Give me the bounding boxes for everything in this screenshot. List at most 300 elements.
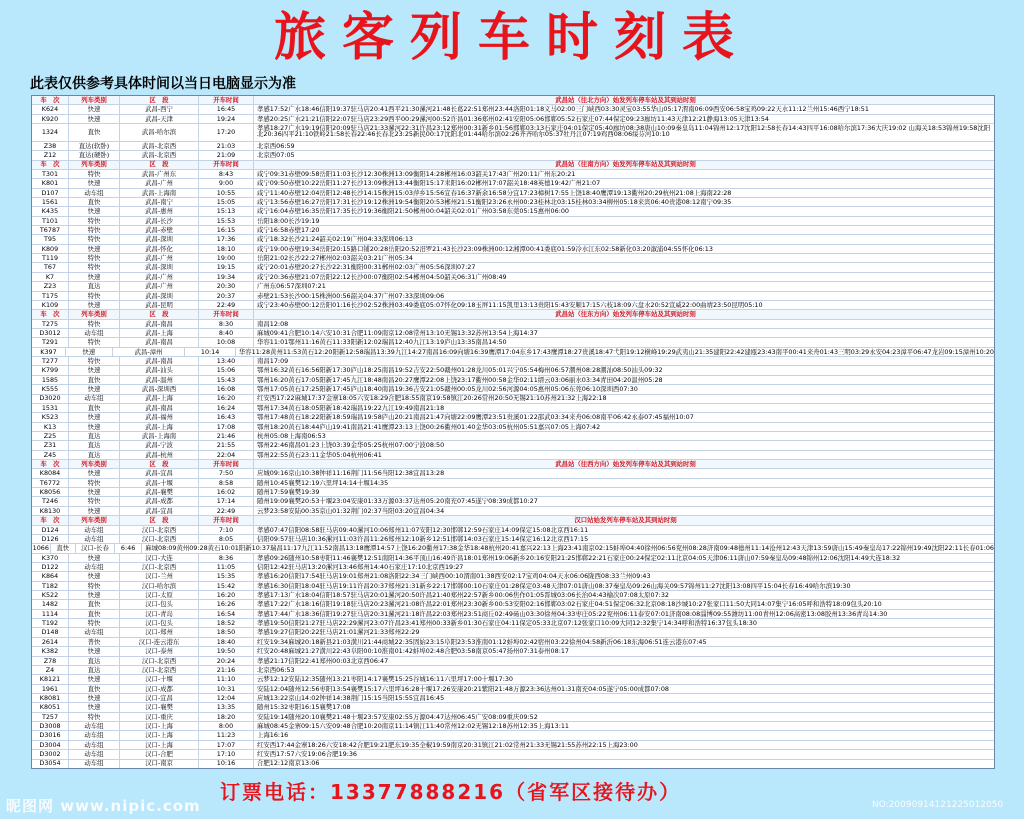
departure-time: 17:20 bbox=[199, 124, 254, 141]
departure-time: 17:36 bbox=[199, 235, 254, 243]
departure-time: 19:34 bbox=[199, 273, 254, 281]
train-class: 快速 bbox=[69, 207, 120, 215]
stop-schedule: 鄂州16:20黄石17:05阳新17:45九江18:48南昌20:27鹰潭22:08上饶23:17衢州00:58金华02:11缙云03:06丽水03:34青田04:20温州05:28 bbox=[257, 375, 663, 384]
train-class: 动车组 bbox=[69, 189, 120, 197]
train-class: 直达 bbox=[69, 666, 120, 674]
stop-schedule: 麻城09:41合肥10:14六安10:31合肥11:09南京12:08常州13:10无锡13:32苏州13:54上海14:37 bbox=[257, 328, 538, 337]
train-row bbox=[32, 535, 994, 544]
train-section: 汉口-郑州 bbox=[120, 628, 199, 636]
train-number: K8081 bbox=[32, 694, 69, 702]
train-class: 特快 bbox=[69, 357, 120, 365]
train-section: 汉口-北京西 bbox=[120, 535, 199, 543]
departure-time: 22:49 bbox=[199, 301, 254, 309]
train-class: 快速 bbox=[69, 179, 120, 187]
section-header-row bbox=[32, 516, 994, 525]
departure-time: 20:30 bbox=[199, 282, 254, 290]
stop-schedule: 咸宁16:04赤壁16:35岳阳17:35长沙19:36衡阳21:50郴州00:04韶关02:01广州03:58东莞05:15惠州06:00 bbox=[257, 207, 569, 216]
train-section: 汉口-上海 bbox=[120, 722, 199, 730]
stop-schedule: 咸宁16:58赤壁17:20 bbox=[257, 226, 320, 234]
train-class: 快速 bbox=[69, 647, 120, 655]
stop-schedule: 云梦12:12安陆12:35随州13:21枣阳14:17襄樊15:25谷城16:11六里坪17:00十堰17:30 bbox=[257, 675, 513, 684]
train-class: 直达(软卧) bbox=[69, 142, 120, 150]
stop-schedule: 咸宁11:40赤壁12:04岳阳12:48长沙14:15株洲15:03萍乡15:56宜春16:37新余16:58分宜17:23樟树17:55上饶18:40鹰潭19:13衢州20:29杭州21:08上海南22:28 bbox=[257, 188, 732, 197]
col-header-section: 区 段 bbox=[120, 161, 199, 169]
train-class: 动车组 bbox=[69, 563, 120, 571]
train-number: Z4 bbox=[32, 666, 69, 674]
train-section: 武昌-上海 bbox=[120, 423, 199, 431]
train-class: 动车组 bbox=[69, 628, 120, 636]
train-row bbox=[32, 563, 994, 572]
train-section: 武昌-怀化 bbox=[120, 245, 199, 253]
departure-time: 8:30 bbox=[199, 320, 254, 328]
train-row bbox=[32, 741, 994, 750]
train-row bbox=[32, 657, 994, 666]
train-row bbox=[32, 469, 994, 478]
col-header-section: 区 段 bbox=[120, 516, 199, 524]
stop-schedule: 红安西17:22麻城17:37金寨18:05六安18:29合肥18:55南京19:58镇江20:26常州20:50无锡21:10苏州21:32上海22:18 bbox=[257, 394, 607, 403]
train-section: 武昌-南昌 bbox=[120, 338, 199, 346]
departure-time: 11:10 bbox=[199, 675, 254, 683]
stop-schedule: 孝感18:27广水19:19信阳20:09驻马店21:33漯河22:31许昌23:12郑州00:31新乡01:56邯郸03:13石家庄04:01保定05:40廊坊08:38唐山10:09秦皇岛11:04锦州12:17沈阳12:58长春14:43四平16:08哈尔滨17:36大庆19:02 山海关18:53锦州19:58沈阳北20:36四平21:10铁岭21:58长春22:46长春北23:25新民00:17沈阳北01:44哈尔滨02:26齐齐哈尔05:37牡丹江07:19鸡西08:06绥芬河10:10 bbox=[257, 124, 991, 139]
stop-schedule: 随州15:32枣阳16:15襄樊17:08 bbox=[257, 703, 351, 712]
departure-time: 21:16 bbox=[199, 666, 254, 674]
departure-time: 18:20 bbox=[199, 713, 254, 721]
stop-schedule: 安陆19:14随州20:10襄樊21:48十堰23:57安康02:55万源04:47达州06:45广安08:09重庆09:52 bbox=[257, 712, 538, 721]
train-number: 1531 bbox=[32, 404, 69, 412]
stop-schedule: 北京西07:05 bbox=[257, 151, 295, 160]
train-row bbox=[32, 105, 994, 114]
col-header-train-class: 列车类别 bbox=[69, 161, 120, 169]
train-class: 动车组 bbox=[69, 526, 120, 534]
train-number: D122 bbox=[32, 563, 69, 571]
train-row bbox=[32, 263, 994, 272]
train-number: Z78 bbox=[32, 657, 69, 665]
col-header-train-class: 列车类别 bbox=[69, 310, 120, 318]
train-section: 汉口-上海 bbox=[120, 741, 199, 749]
train-number: K809 bbox=[32, 245, 69, 253]
train-section: 武昌-温州 bbox=[120, 376, 199, 384]
section-header-row bbox=[32, 96, 994, 105]
train-class: 动车组 bbox=[69, 750, 120, 758]
col-header-departure: 开车时间 bbox=[199, 516, 254, 524]
stop-schedule: 孝感17:13广水18:04信阳18:57驻马店20:01漯河20:50许昌21:40郑州22:57新乡00:06焦作01:05晋城03:06长治04:43榆次07:08太原07:32 bbox=[257, 591, 669, 600]
train-class: 快速 bbox=[69, 366, 120, 374]
col-header-train-class: 列车类别 bbox=[69, 516, 120, 524]
section-route-title: 武昌站（往南方向）始发列车停车站及其到站时刻 bbox=[555, 160, 696, 169]
train-class: 特快 bbox=[69, 170, 120, 178]
train-class: 直达 bbox=[69, 657, 120, 665]
train-section: 武昌-广州东 bbox=[120, 170, 199, 178]
departure-time: 10:08 bbox=[199, 338, 254, 346]
train-row bbox=[32, 441, 994, 450]
train-number: K8051 bbox=[32, 703, 69, 711]
train-section: 汉口-长春 bbox=[76, 544, 115, 552]
stop-schedule: 鄂州22:55黄石23:11金华05:04杭州06:41 bbox=[257, 450, 382, 459]
train-section: 汉口-合肥 bbox=[120, 750, 199, 758]
train-row bbox=[32, 301, 994, 310]
departure-time: 15:06 bbox=[199, 366, 254, 374]
train-number: T67 bbox=[32, 263, 69, 271]
stop-schedule: 信阳12:42驻马店13:20漯河13:46郑州14:40石家庄17:10北京西19:27 bbox=[257, 562, 464, 571]
train-section: 武昌-深圳 bbox=[120, 235, 199, 243]
train-row bbox=[32, 432, 994, 441]
stop-schedule: 麻城08:09黄州09:28黄石10:01阳新10:37瑞昌11:17九江11:52南昌13:18鹰潭14:57上饶16:20衢州17:38金华18:48杭州20:41嘉兴22:13上海23:41南京02:15蚌埠04:40徐州06:56兖州08:28济南09:48德州11:14沧州12:43天津13:59唐山15:49秦皇岛17:22锦州19:49沈阳22:11长春01:06 bbox=[145, 544, 994, 553]
train-section: 汉口-宜昌 bbox=[120, 694, 199, 702]
train-number: T175 bbox=[32, 292, 69, 300]
train-class: 特快 bbox=[69, 320, 120, 328]
train-class: 直达 bbox=[69, 451, 120, 459]
train-row bbox=[32, 703, 994, 712]
col-header-train-no: 车 次 bbox=[32, 161, 69, 169]
train-section: 汉口-南京 bbox=[120, 760, 199, 768]
stop-schedule: 孝感19:50信阳21:27驻马店22:29漯河23:07许昌23:41郑州00:33新乡01:30石家庄04:11保定05:33北京07:12张家口10:09大同12:32集宁14:34呼和浩特16:37包头18:30 bbox=[257, 619, 757, 628]
train-section: 武昌-北京西 bbox=[120, 151, 199, 159]
train-class: 动车组 bbox=[69, 329, 120, 337]
train-class: 特快 bbox=[69, 263, 120, 271]
stop-schedule: 咸宁19:00赤壁19:34岳阳20:15路口铺20:28岳阳20:52汨罗21:43长沙23:09株洲00:12湘潭00:41娄底01:59冷水江东02:58新化03:20溆浦04:55怀化06:13 bbox=[257, 244, 713, 253]
train-section: 武昌-昆明 bbox=[120, 301, 199, 309]
stop-schedule: 鄂州18:20黄石18:44庐山19:41南昌21:41鹰潭23:13上饶00:26衢州01:40金华03:05杭州05:51嘉兴07:05上海07:42 bbox=[257, 422, 601, 431]
train-row bbox=[32, 376, 994, 385]
departure-time: 18:50 bbox=[199, 628, 254, 636]
col-header-train-no: 车 次 bbox=[32, 516, 69, 524]
train-number: D3020 bbox=[32, 395, 69, 403]
stop-schedule: 麻城08:45金寨09:15六安09:48合肥10:20南京11:14镇江11:40常州12:02无锡12:18苏州12:35上海13:11 bbox=[257, 722, 569, 731]
col-header-section: 区 段 bbox=[120, 96, 199, 104]
train-section: 汉口-成都 bbox=[120, 685, 199, 693]
train-row bbox=[32, 526, 994, 535]
stop-schedule: 孝感17:22广水18:16信阳19:18驻马店20:23漯河21:08许昌22:01郑州23:30新乡00:53安阳02:16邯郸03:02石家庄04:51保定06:32北京08:18沙城10:27张家口11:50大同14:07集宁16:05呼和浩特18:09包头20:10 bbox=[257, 600, 882, 609]
departure-time: 16:45 bbox=[199, 105, 254, 113]
train-number: D3016 bbox=[32, 731, 69, 739]
train-row bbox=[32, 170, 994, 179]
page-title: 旅客列车时刻表 bbox=[273, 7, 750, 68]
departure-time: 10:16 bbox=[199, 760, 254, 768]
train-class: 特快 bbox=[69, 619, 120, 627]
stop-schedule: 孝感16:30信阳18:04驻马店19:11许昌20:37郑州21:31新乡22:17邯郸00:10石家庄01:28保定03:48天津07:01唐山08:37秦皇岛09:26山海关09:57锦州11:27沈阳13:08四平15:04长春16:49哈尔滨19:30 bbox=[257, 581, 851, 590]
departure-time: 17:14 bbox=[199, 497, 254, 505]
train-number: T275 bbox=[32, 320, 69, 328]
train-class: 特快 bbox=[69, 235, 120, 243]
train-number: D3012 bbox=[32, 329, 69, 337]
train-class: 直快 bbox=[69, 685, 120, 693]
stop-schedule: 咸宁23:40赤壁00:12岳阳01:16长沙02:52株洲03:49娄底05:07怀化09:18玉屏11:15凯里13:13贵阳15:43安顺17:15六枝18:09六盘水20:52宣威22:00曲靖23:50昆明05:10 bbox=[257, 300, 763, 309]
watermark-logo: 昵图网 www.nipic.com bbox=[6, 797, 201, 815]
col-header-departure: 开车时间 bbox=[199, 96, 254, 104]
train-class: 快速 bbox=[69, 423, 120, 431]
stop-schedule: 信阳09:57驻马店10:36漯河11:03许昌11:26郑州12:10新乡12:51邯郸14:03石家庄15:14保定16:12北京西17:15 bbox=[257, 534, 589, 543]
train-number: Z31 bbox=[32, 441, 69, 449]
train-section: 汉口-北京西 bbox=[120, 657, 199, 665]
stop-schedule: 华容11:28黄州11:53黄石12:20阳新12:58瑞昌13:39九江14:27南昌16:09向塘16:39鹰潭17:04东乡17:43鹰潭18:27贵溪18:47弋阳19:12横峰19:29武夷山21:35建阳22:42建瓯23:43南平00:41来舟01:43三明03:29永安04:23漳平06:47龙岩09:15漳州10:20 bbox=[238, 347, 994, 356]
train-class: 直达(硬卧) bbox=[69, 151, 120, 159]
train-section: 汉口-兰州 bbox=[120, 572, 199, 580]
departure-time: 10:14 bbox=[185, 348, 236, 356]
train-section: 武昌-宁波 bbox=[120, 441, 199, 449]
booking-phone: 订票电话：13377888216（省军区接待办） bbox=[220, 780, 682, 804]
train-number: T257 bbox=[32, 713, 69, 721]
train-row bbox=[32, 292, 994, 301]
train-row bbox=[32, 254, 994, 263]
stop-schedule: 咸宁09:31赤壁09:58岳阳11:03长沙12:30株洲13:09衡阳14:28郴州16:03韶关17:43广州20:11广州东20:21 bbox=[257, 169, 576, 178]
stop-schedule: 岳阳18:00长沙19:19 bbox=[257, 216, 320, 225]
train-number: 1561 bbox=[32, 198, 69, 206]
train-section: 汉口-上海 bbox=[120, 731, 199, 739]
train-row bbox=[32, 507, 994, 516]
train-row bbox=[32, 760, 994, 768]
departure-time: 16:43 bbox=[199, 413, 254, 421]
departure-time: 20:24 bbox=[199, 657, 254, 665]
train-number: Z38 bbox=[32, 142, 69, 150]
train-section: 汉口-太原 bbox=[120, 591, 199, 599]
train-class: 直快 bbox=[69, 124, 120, 141]
train-section: 汉口-连云港东 bbox=[120, 638, 199, 646]
train-number: K523 bbox=[32, 413, 69, 421]
train-row bbox=[32, 273, 994, 282]
train-section: 武昌-广州 bbox=[120, 282, 199, 290]
col-header-train-class: 列车类别 bbox=[69, 96, 120, 104]
train-class: 特快 bbox=[69, 582, 120, 590]
train-section: 武昌-深圳 bbox=[120, 263, 199, 271]
train-number: D3054 bbox=[32, 760, 69, 768]
train-row bbox=[32, 554, 994, 563]
stop-schedule: 云梦23:58安陆00:35京山01:32荆门02:37当阳03:20宜昌04:34 bbox=[257, 506, 445, 515]
image-id-label: NO:20090914121225012050 bbox=[872, 800, 1004, 810]
train-section: 武昌-福州 bbox=[120, 413, 199, 421]
departure-time: 17:10 bbox=[199, 750, 254, 758]
train-number: K370 bbox=[32, 554, 69, 562]
train-class: 直快 bbox=[51, 544, 76, 552]
stop-schedule: 鄂州17:48黄石18:22阳新18:59瑞昌19:58庐山20:21南昌21:47向塘22:09鹰潭23:51贵溪01:22邵武03:34来舟06:08南平06:42永泰07:45福州10:07 bbox=[257, 413, 694, 422]
train-number: K522 bbox=[32, 591, 69, 599]
train-section: 武昌-南昌 bbox=[120, 404, 199, 412]
train-class: 特快 bbox=[69, 479, 120, 487]
train-class: 特快 bbox=[69, 338, 120, 346]
section-route-title: 武昌站（往西方向）始发列车停车站及其到站时刻 bbox=[555, 459, 696, 468]
train-number: K799 bbox=[32, 366, 69, 374]
departure-time: 16:24 bbox=[199, 404, 254, 412]
train-class: 特快 bbox=[69, 713, 120, 721]
train-class: 直达 bbox=[69, 432, 120, 440]
train-class: 快速 bbox=[69, 488, 120, 496]
train-number: 1324 bbox=[32, 124, 69, 141]
section-route-title: 武昌站（往东方向）始发列车停车站及其到站时刻 bbox=[555, 310, 696, 319]
train-row bbox=[32, 423, 994, 432]
departure-time: 21:55 bbox=[199, 441, 254, 449]
stop-schedule: 上海16:16 bbox=[257, 731, 289, 740]
stop-schedule: 合肥12:12南京13:06 bbox=[257, 759, 320, 768]
train-number: T119 bbox=[32, 254, 69, 262]
col-header-departure: 开车时间 bbox=[199, 310, 254, 318]
train-section: 汉口-青岛 bbox=[120, 610, 199, 618]
train-number: K624 bbox=[32, 105, 69, 113]
stop-schedule: 随州19:09襄樊20:53十堰23:04安康01:33万源03:37达州05:20南充07:45遂宁08:39成都10:27 bbox=[257, 497, 538, 506]
train-number: K382 bbox=[32, 647, 69, 655]
departure-time: 17:08 bbox=[199, 423, 254, 431]
departure-time: 16:02 bbox=[199, 488, 254, 496]
departure-time: 13:35 bbox=[199, 703, 254, 711]
departure-time: 15:43 bbox=[199, 376, 254, 384]
departure-time: 8:05 bbox=[199, 535, 254, 543]
train-row bbox=[32, 338, 994, 347]
train-section: 汉口-重庆 bbox=[120, 713, 199, 721]
departure-time: 19:24 bbox=[199, 115, 254, 123]
train-row bbox=[32, 582, 994, 591]
stop-schedule: 咸宁20:36赤壁21:07岳阳22:12长沙00:07衡阳02:54郴州04:50韶关06:31广州08:49 bbox=[257, 272, 507, 281]
timetable bbox=[31, 95, 995, 769]
col-header-section: 区 段 bbox=[120, 460, 199, 468]
col-header-train-class: 列车类别 bbox=[69, 460, 120, 468]
train-section: 武昌-上海 bbox=[120, 329, 199, 337]
train-number: Z25 bbox=[32, 432, 69, 440]
train-row bbox=[32, 207, 994, 216]
stop-schedule: 鄂州16:32黄石16:56阳新17:30庐山18:25南昌19:52吉安22:50赣州01:28龙川05:01兴宁05:54梅州06:57潮州08:28潮汕08:50汕头09:32 bbox=[257, 366, 663, 375]
stop-schedule: 应城13:22京山14:02钟祥14:38荆门15:15当阳15:55宜昌16:45 bbox=[257, 693, 445, 702]
train-section: 汉口-大连 bbox=[120, 554, 199, 562]
train-row bbox=[32, 619, 994, 628]
train-number: K8084 bbox=[32, 469, 69, 477]
departure-time: 21:09 bbox=[199, 151, 254, 159]
train-class: 特快 bbox=[69, 497, 120, 505]
train-row bbox=[32, 628, 994, 637]
train-class: 直快 bbox=[69, 610, 120, 618]
disclaimer-note: 此表仅供参考具体时间以当日电脑显示为准 bbox=[30, 76, 296, 92]
train-number: Z23 bbox=[32, 282, 69, 290]
departure-time: 11:05 bbox=[199, 563, 254, 571]
stop-schedule: 孝感09:26随州10:58枣阳11:46襄樊12:51南阳14:36平顶山16:49许昌18:01郑州19:06新乡20:16安阳21:25邯郸22:21石家庄00:24保定02:11北京04:05天津06:11唐山07:59秦皇岛09:48锦州12:06沈阳14:49大连18:32 bbox=[257, 553, 901, 562]
stop-schedule: 华容11:01鄂州11:16黄石11:33阳新12:02瑞昌12:40九江13:19庐山13:35南昌14:50 bbox=[257, 338, 507, 347]
stop-schedule: 鄂州17:05黄石17:25阳新17:45庐山18:40南昌19:36吉安21:05赣州00:05龙川02:56河源04:05惠州05:06东莞06:10深圳西07:30 bbox=[257, 385, 638, 394]
departure-time: 19:50 bbox=[199, 647, 254, 655]
stop-schedule: 孝感17:44广水18:36信阳19:27驻马店20:31漯河21:18许昌22:03郑州23:51商丘02:49砀山03:30徐州04:33枣庄05:22兖州06:11泰安07:01济南08:08淄博09:55潍坊11:00青州12:06高密13:08胶州13:36青岛14:30 bbox=[257, 609, 888, 618]
train-number: T182 bbox=[32, 582, 69, 590]
departure-time: 12:04 bbox=[199, 694, 254, 702]
stop-schedule: 北京西06:59 bbox=[257, 141, 295, 150]
train-number: K8121 bbox=[32, 675, 69, 683]
departure-time: 8:43 bbox=[199, 170, 254, 178]
train-class: 直达 bbox=[69, 282, 120, 290]
train-number: D126 bbox=[32, 535, 69, 543]
train-row bbox=[32, 666, 994, 675]
section-header-row bbox=[32, 460, 994, 469]
section-route-title: 汉口站始发列车停车站及其到站时刻 bbox=[574, 516, 677, 525]
col-header-departure: 开车时间 bbox=[199, 161, 254, 169]
departure-time: 19:00 bbox=[199, 254, 254, 262]
stop-schedule: 咸宁13:56赤壁16:27岳阳17:31长沙19:12株洲19:54衡阳20:53郴州21:51衡阳23:26永州00:23桂林北03:15桂林03:34柳州05:18来宾06:40贵港08:12南宁09:35 bbox=[257, 197, 732, 206]
train-class: 快速 bbox=[69, 301, 120, 309]
train-section: 武昌-上海南 bbox=[120, 189, 199, 197]
stop-schedule: 孝感19:27信阳20:22驻马店21:01漯河21:33郑州22:29 bbox=[257, 628, 420, 637]
train-number: K435 bbox=[32, 207, 69, 215]
train-number: K7 bbox=[32, 273, 69, 281]
train-row bbox=[32, 320, 994, 329]
train-number: T6787 bbox=[32, 226, 69, 234]
stop-schedule: 孝感07:47信阳08:58驻马店09:40漯河10:06郑州11:07安阳12:30邯郸12:59石家庄14:09保定15:08北京西16:11 bbox=[257, 525, 589, 534]
train-row bbox=[32, 198, 994, 207]
train-number: Z45 bbox=[32, 451, 69, 459]
departure-time: 16:20 bbox=[199, 395, 254, 403]
train-section: 汉口-哈尔滨 bbox=[120, 582, 199, 590]
stop-schedule: 随州17:59襄樊19:39 bbox=[257, 488, 320, 497]
train-section: 汉口-北京西 bbox=[120, 666, 199, 674]
train-class: 快速 bbox=[69, 273, 120, 281]
departure-time: 22:04 bbox=[199, 451, 254, 459]
train-class: 普快 bbox=[69, 638, 120, 646]
train-class: 动车组 bbox=[69, 395, 120, 403]
train-number: K13 bbox=[32, 423, 69, 431]
train-number: 1585 bbox=[32, 376, 69, 384]
departure-time: 8:58 bbox=[199, 479, 254, 487]
departure-time: 16:08 bbox=[199, 385, 254, 393]
departure-time: 16:15 bbox=[199, 226, 254, 234]
train-class: 特快 bbox=[69, 292, 120, 300]
train-number: D107 bbox=[32, 189, 69, 197]
train-row bbox=[32, 638, 994, 647]
col-header-train-no: 车 次 bbox=[32, 310, 69, 318]
stop-schedule: 南昌17:09 bbox=[257, 357, 289, 366]
train-section: 武昌-漳州 bbox=[113, 348, 186, 356]
train-number: K920 bbox=[32, 115, 69, 123]
stop-schedule: 孝感16:20信阳17:54驻马店19:01郑州21:08洛阳22:34三门峡西00:10渭南01:38西安02:17宝鸡04:04天水06:06陇西08:33兰州09:43 bbox=[257, 572, 651, 581]
train-class: 快速 bbox=[69, 554, 120, 562]
stop-schedule: 红安西17:44金寨18:26六安18:42合肥19:21肥东19:35全椒19:59南京20:31镇江21:02常州21:33无锡21:55苏州22:15上海23:00 bbox=[257, 740, 638, 749]
train-section: 汉口-包头 bbox=[120, 600, 199, 608]
train-section: 武昌-深圳西 bbox=[120, 385, 199, 393]
train-class: 快速 bbox=[69, 413, 120, 421]
train-class: 快速 bbox=[69, 591, 120, 599]
train-class: 快速 bbox=[69, 507, 120, 515]
train-section: 武昌-深圳 bbox=[120, 292, 199, 300]
train-class: 快速 bbox=[69, 245, 120, 253]
departure-time: 22:49 bbox=[199, 507, 254, 515]
train-row bbox=[32, 151, 994, 160]
col-header-train-no: 车 次 bbox=[32, 96, 69, 104]
section-header-row bbox=[32, 310, 994, 319]
train-section: 汉口-北京西 bbox=[120, 526, 199, 534]
train-row bbox=[32, 694, 994, 703]
departure-time: 15:05 bbox=[199, 198, 254, 206]
train-row bbox=[32, 366, 994, 375]
departure-time: 15:42 bbox=[199, 582, 254, 590]
departure-time: 10:31 bbox=[199, 685, 254, 693]
section-route-title: 武昌站（往北方向）始发列车停车站及其到站时刻 bbox=[555, 95, 696, 104]
train-number: 1066 bbox=[32, 544, 49, 553]
departure-time: 16:26 bbox=[199, 600, 254, 608]
departure-time: 16:20 bbox=[199, 591, 254, 599]
train-row bbox=[32, 685, 994, 694]
stop-schedule: 咸宁18:32长沙21:24韶关02:19广州04:33深圳06:13 bbox=[257, 235, 413, 244]
train-row bbox=[32, 395, 994, 404]
train-section: 武昌-天津 bbox=[120, 115, 199, 123]
stop-schedule: 咸宁09:50赤壁10:22岳阳11:27长沙13:09株洲13:44衡阳15:17耒阳16:02郴州17:07韶关18:48英德19:42广州21:07 bbox=[257, 179, 601, 188]
train-number: K555 bbox=[32, 385, 69, 393]
train-row bbox=[32, 647, 994, 656]
train-section: 武昌-宜昌 bbox=[120, 507, 199, 515]
train-section: 武昌-杭州 bbox=[120, 451, 199, 459]
train-row bbox=[32, 544, 994, 553]
train-number: 2614 bbox=[32, 638, 69, 646]
departure-time: 15:35 bbox=[199, 572, 254, 580]
train-class: 动车组 bbox=[69, 760, 120, 768]
departure-time: 19:15 bbox=[199, 263, 254, 271]
departure-time: 18:10 bbox=[199, 245, 254, 253]
train-row bbox=[32, 591, 994, 600]
train-row bbox=[32, 282, 994, 291]
train-row bbox=[32, 479, 994, 488]
stop-schedule: 安陆12:04随州12:56枣阳13:54襄樊15:17六里坪16:28十堰17:26安康20:21紫阳21:48万源23:36达州01:31南充04:05遂宁05:00成都07:08 bbox=[257, 684, 669, 693]
train-row bbox=[32, 600, 994, 609]
departure-time: 18:52 bbox=[199, 619, 254, 627]
